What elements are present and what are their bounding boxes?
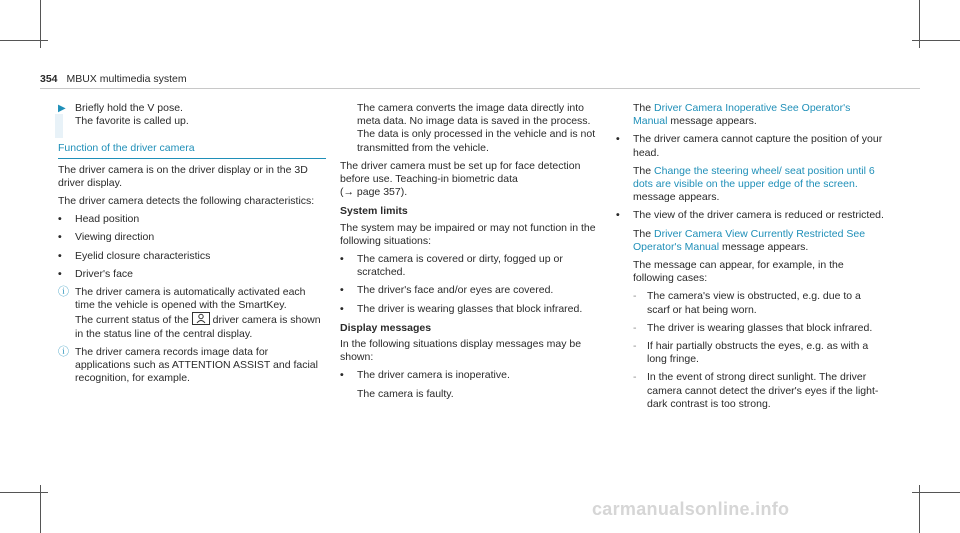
dash-icon: -: [633, 340, 637, 353]
info-text: The current status of the: [75, 314, 189, 327]
info-icon: ⓘ: [58, 345, 69, 358]
paragraph: The driver camera detects the following characteristics:: [58, 195, 315, 208]
list-item: [58, 231, 326, 244]
message-text: message appears.: [670, 115, 757, 128]
message-line: [633, 102, 886, 128]
list-item: [58, 213, 326, 226]
dash-item: [633, 290, 886, 316]
play-triangle-icon: ▶: [58, 103, 66, 114]
dash-item-text: If hair partially obstructs the eyes, e.g. as with a long fringe.: [647, 340, 869, 366]
page-reference[interactable]: (→ page 357).: [340, 186, 408, 199]
list-item-text: Viewing direction: [75, 231, 155, 244]
column-middle: [340, 102, 602, 406]
message-text: The: [633, 227, 652, 240]
list-item: [340, 253, 602, 279]
dash-item-text: In the event of strong direct sunlight. The driver camera cannot detect the driver's eyes if the light-dark contrast is too strong.: [647, 371, 879, 410]
bullet-icon: •: [616, 209, 620, 222]
dash-item: [633, 322, 886, 335]
bullet-icon: •: [616, 133, 620, 146]
list-item: [340, 284, 602, 297]
crop-mark: [912, 40, 960, 41]
display-message: Driver Camera View Currently Restricted See Operator's Manual: [633, 227, 866, 253]
list-item-text: Eyelid closure characteristics: [75, 249, 211, 262]
list-item-note: The camera is faulty.: [357, 387, 454, 400]
header-rule: [40, 88, 920, 89]
driver-camera-icon: [192, 312, 210, 325]
header-title: MBUX multimedia system: [66, 73, 187, 85]
info-note: [58, 286, 326, 341]
list-item-text: Head position: [75, 213, 140, 226]
message-text: message appears.: [633, 191, 720, 204]
column-right: [616, 102, 886, 416]
list-item-text: The driver is wearing glasses that block infrared.: [357, 302, 583, 315]
list-item-text: The driver camera cannot capture the position of your head.: [633, 133, 883, 159]
list-item-text: The driver camera is inoperative.: [357, 369, 510, 382]
paragraph: The system may be impaired or may not function in the following situations:: [340, 221, 596, 247]
dash-icon: -: [633, 290, 637, 303]
info-icon: ⓘ: [58, 286, 69, 299]
paragraph: The camera converts the image data directly into meta data. No image data is saved in the process. The data is only processed in the vehicle and is not transmitted from the vehicle.: [357, 102, 596, 154]
paragraph-text: The driver camera must be set up for face detection before use. Teaching-in biometric data: [340, 159, 581, 186]
step-note: The favorite is called up.: [75, 115, 189, 128]
bullet-icon: •: [340, 253, 344, 266]
paragraph: The message can appear, for example, in the following cases:: [633, 259, 844, 285]
column-left: [58, 102, 326, 390]
subheading: System limits: [340, 205, 408, 218]
bullet-icon: •: [58, 249, 62, 262]
page-number: 354: [40, 73, 58, 85]
paragraph: The driver camera is on the driver display or in the 3D driver display.: [58, 163, 308, 189]
display-message: Driver Camera Inoperative See Operator's Manual: [633, 102, 851, 128]
bullet-icon: •: [58, 231, 62, 244]
list-item: [58, 250, 326, 263]
page-header: [40, 73, 187, 86]
list-item-text: The camera is covered or dirty, fogged up or scratched.: [357, 253, 563, 279]
list-item-text: The driver's face and/or eyes are covered.: [357, 284, 554, 297]
crop-mark: [912, 492, 960, 493]
info-text: driver camera is shown in the status line of the central display.: [75, 314, 321, 340]
list-item-text: Driver's face: [75, 267, 134, 280]
crop-mark: [0, 492, 48, 493]
dash-icon: -: [633, 321, 637, 334]
message-text: message appears.: [721, 240, 809, 253]
watermark: carmanualsonline.info: [592, 499, 790, 519]
list-item-text: The view of the driver camera is reduced or restricted.: [633, 209, 884, 222]
bullet-icon: •: [58, 267, 62, 280]
step-item: [58, 102, 326, 128]
list-item: [340, 303, 602, 316]
dash-item-text: The camera's view is obstructed, e.g. due to a scarf or hat being worn.: [647, 290, 861, 316]
section-title: Function of the driver camera: [58, 142, 326, 158]
bullet-icon: •: [340, 302, 344, 315]
step-text: Briefly hold the V pose.: [75, 102, 183, 114]
paragraph: In the following situations display messages may be shown:: [340, 338, 582, 364]
list-item: [340, 369, 602, 400]
paragraph: [340, 160, 602, 186]
subheading: Display messages: [340, 321, 432, 334]
info-text: The driver camera records image data for applications such as ATTENTION ASSIST and facial recognition, for example.: [75, 345, 318, 385]
display-message: Change the steering wheel/ seat position until 6 dots are visible on the upper edge of the screen.: [633, 164, 875, 191]
dash-item-text: The driver is wearing glasses that block infrared.: [647, 321, 873, 334]
bullet-icon: •: [58, 213, 62, 226]
message-text: The: [633, 102, 652, 114]
dash-icon: -: [633, 371, 637, 384]
crop-mark: [0, 40, 48, 41]
bullet-icon: •: [340, 369, 344, 382]
list-item: [616, 209, 886, 411]
list-item: [58, 268, 326, 281]
list-item: [616, 133, 886, 204]
message-text: The: [633, 164, 652, 177]
dash-item: [633, 371, 886, 411]
info-note: [58, 346, 326, 386]
bullet-icon: •: [340, 284, 344, 297]
info-text: The driver camera is automatically activated each time the vehicle is opened with the SmartKey.: [75, 286, 306, 312]
dash-item: [633, 340, 886, 366]
